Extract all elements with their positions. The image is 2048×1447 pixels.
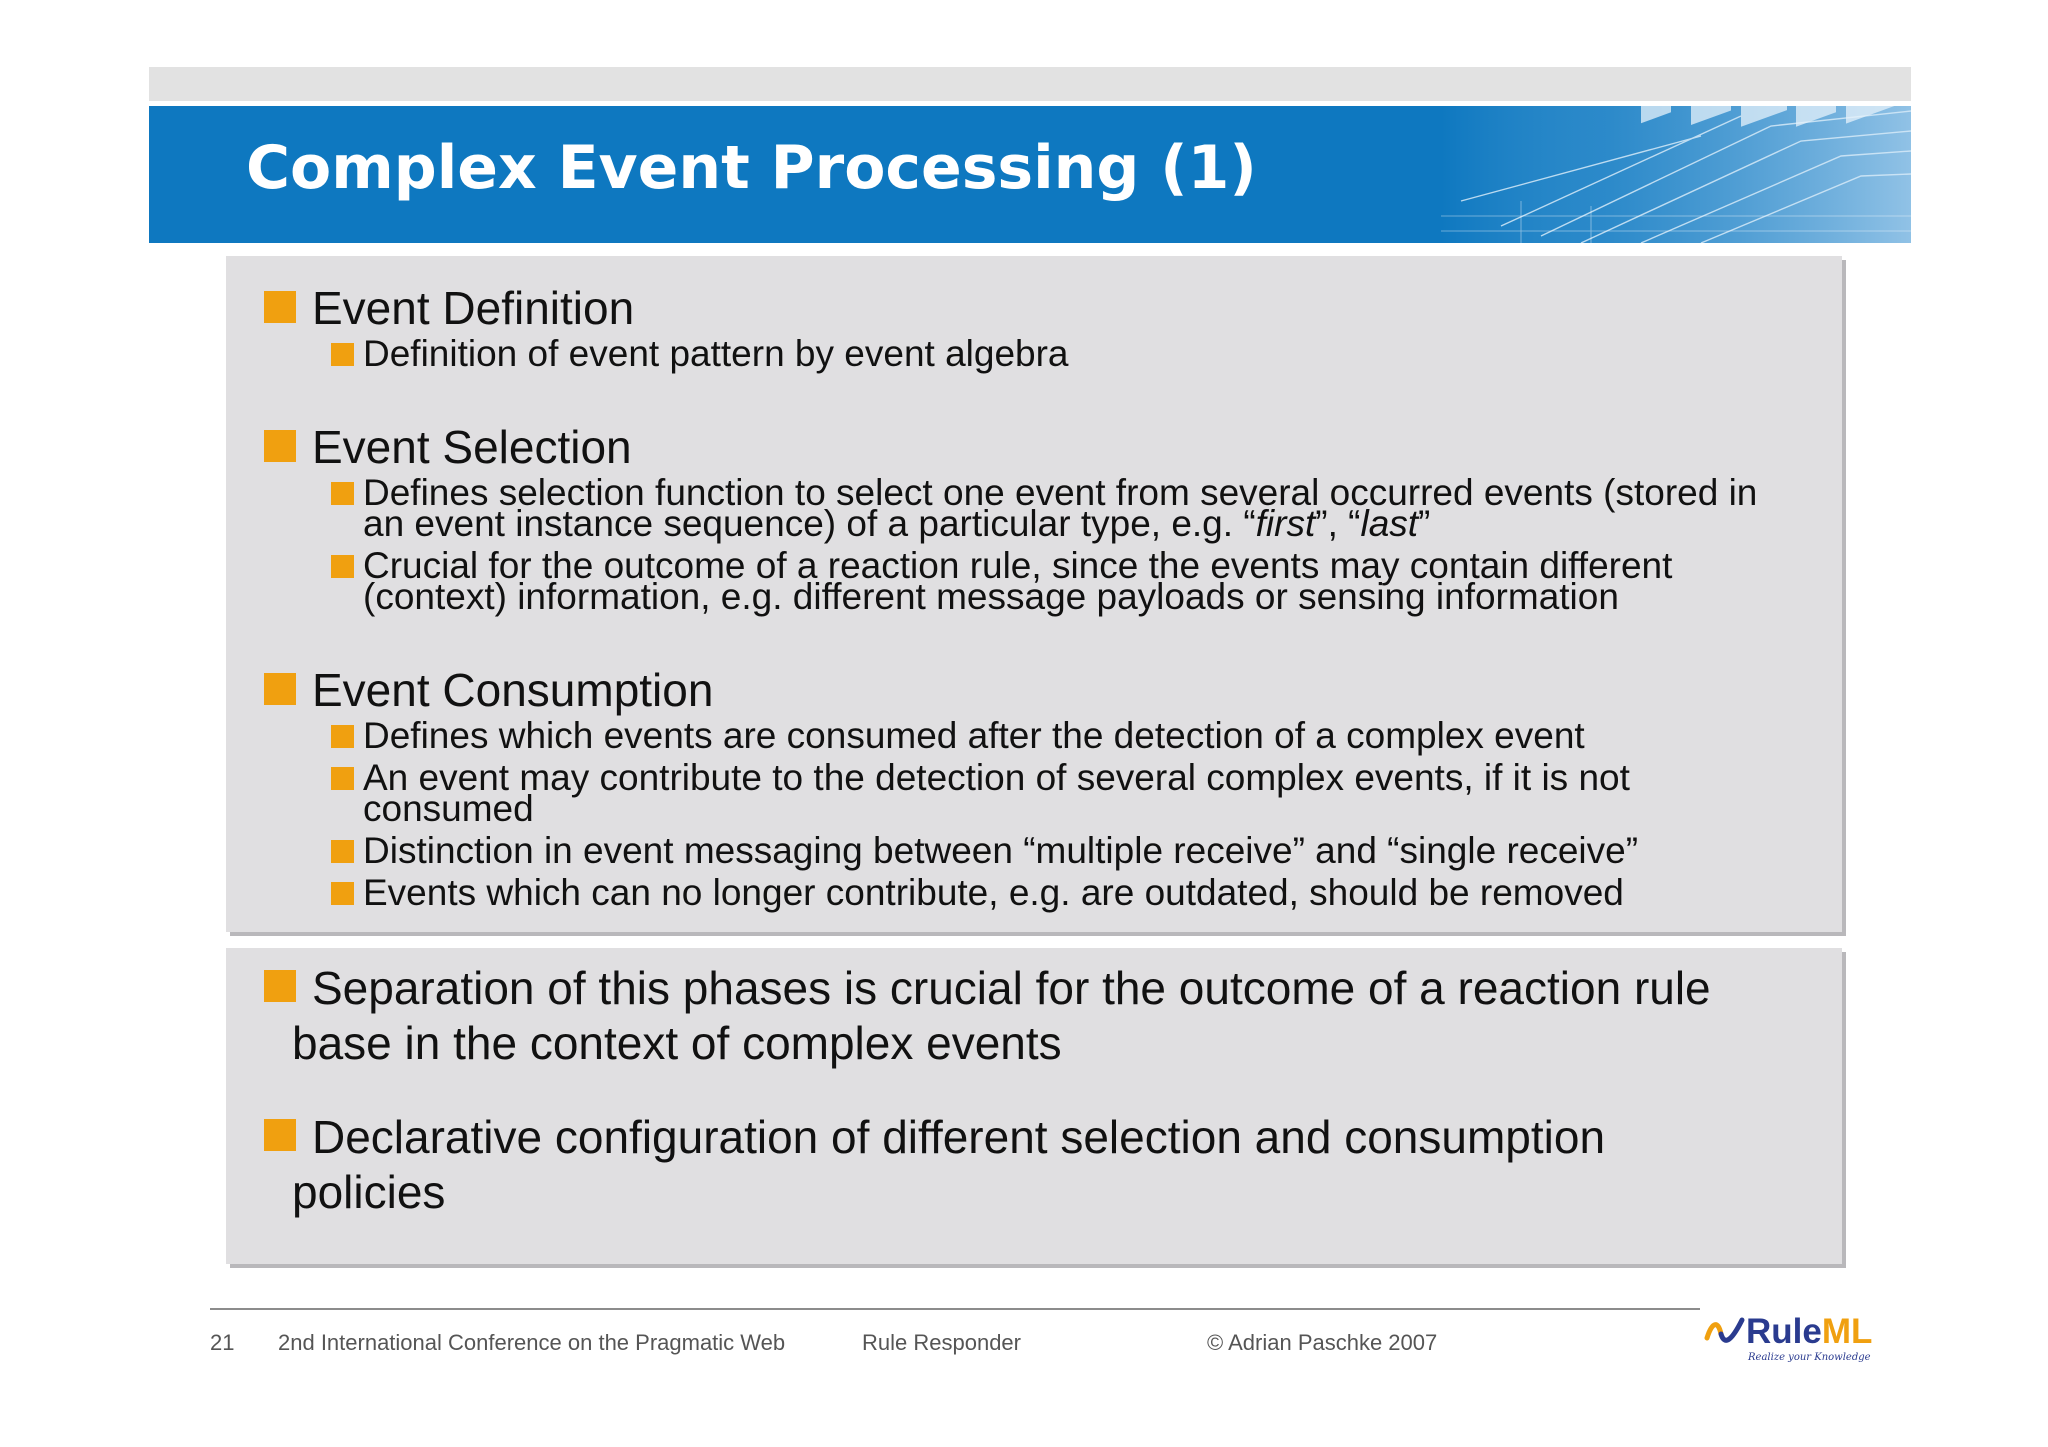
square-bullet-icon — [331, 343, 354, 366]
square-bullet-icon — [264, 970, 296, 1002]
square-bullet-icon — [264, 430, 296, 462]
list-item: Distinction in event messaging between “multiple receive” and “single receive” — [363, 835, 1638, 866]
square-bullet-icon — [331, 882, 354, 905]
summary-item: Declarative configuration of different selection and consumption policies — [312, 1110, 1605, 1220]
title-bar — [149, 106, 1911, 243]
top-strip — [149, 67, 1911, 101]
list-item: Crucial for the outcome of a reaction rule, since the events may contain different (context) information, e.g. different message payloads or sensing information — [363, 550, 1672, 612]
square-bullet-icon — [331, 840, 354, 863]
square-bullet-icon — [331, 482, 354, 505]
ruleml-swoosh-icon — [1704, 1314, 1746, 1354]
square-bullet-icon — [331, 555, 354, 578]
page-number: 21 — [210, 1330, 235, 1355]
square-bullet-icon — [331, 767, 354, 790]
section-heading: Event Selection — [312, 421, 632, 473]
square-bullet-icon — [264, 673, 296, 705]
list-item: Definition of event pattern by event algebra — [363, 338, 1069, 369]
footer-talk-title: Rule Responder — [862, 1330, 1021, 1355]
slide-title: Complex Event Processing (1) — [246, 133, 1257, 203]
footer-divider — [210, 1308, 1700, 1310]
list-item: An event may contribute to the detection of several complex events, if it is not consumed — [363, 762, 1630, 824]
list-item: Events which can no longer contribute, e.g. are outdated, should be removed — [363, 877, 1624, 908]
square-bullet-icon — [331, 725, 354, 748]
square-bullet-icon — [264, 291, 296, 323]
title-decoration-image — [1441, 106, 1911, 243]
footer-conference: 2nd International Conference on the Pragmatic Web — [278, 1330, 786, 1355]
square-bullet-icon — [264, 1119, 296, 1151]
footer-copyright: © Adrian Paschke 2007 — [1207, 1330, 1438, 1355]
summary-item: Separation of this phases is crucial for the outcome of a reaction rule base in the context of complex events — [312, 961, 1711, 1071]
ruleml-logo: RuleML Realize your Knowledge — [1702, 1312, 1872, 1368]
list-item: Defines which events are consumed after the detection of a complex event — [363, 720, 1585, 751]
list-item: Defines selection function to select one event from several occurred events (stored in an event instance sequence) of a particular type, e.g. “first”, “last” — [363, 477, 1757, 539]
section-heading: Event Definition — [312, 282, 634, 334]
section-heading: Event Consumption — [312, 664, 713, 716]
